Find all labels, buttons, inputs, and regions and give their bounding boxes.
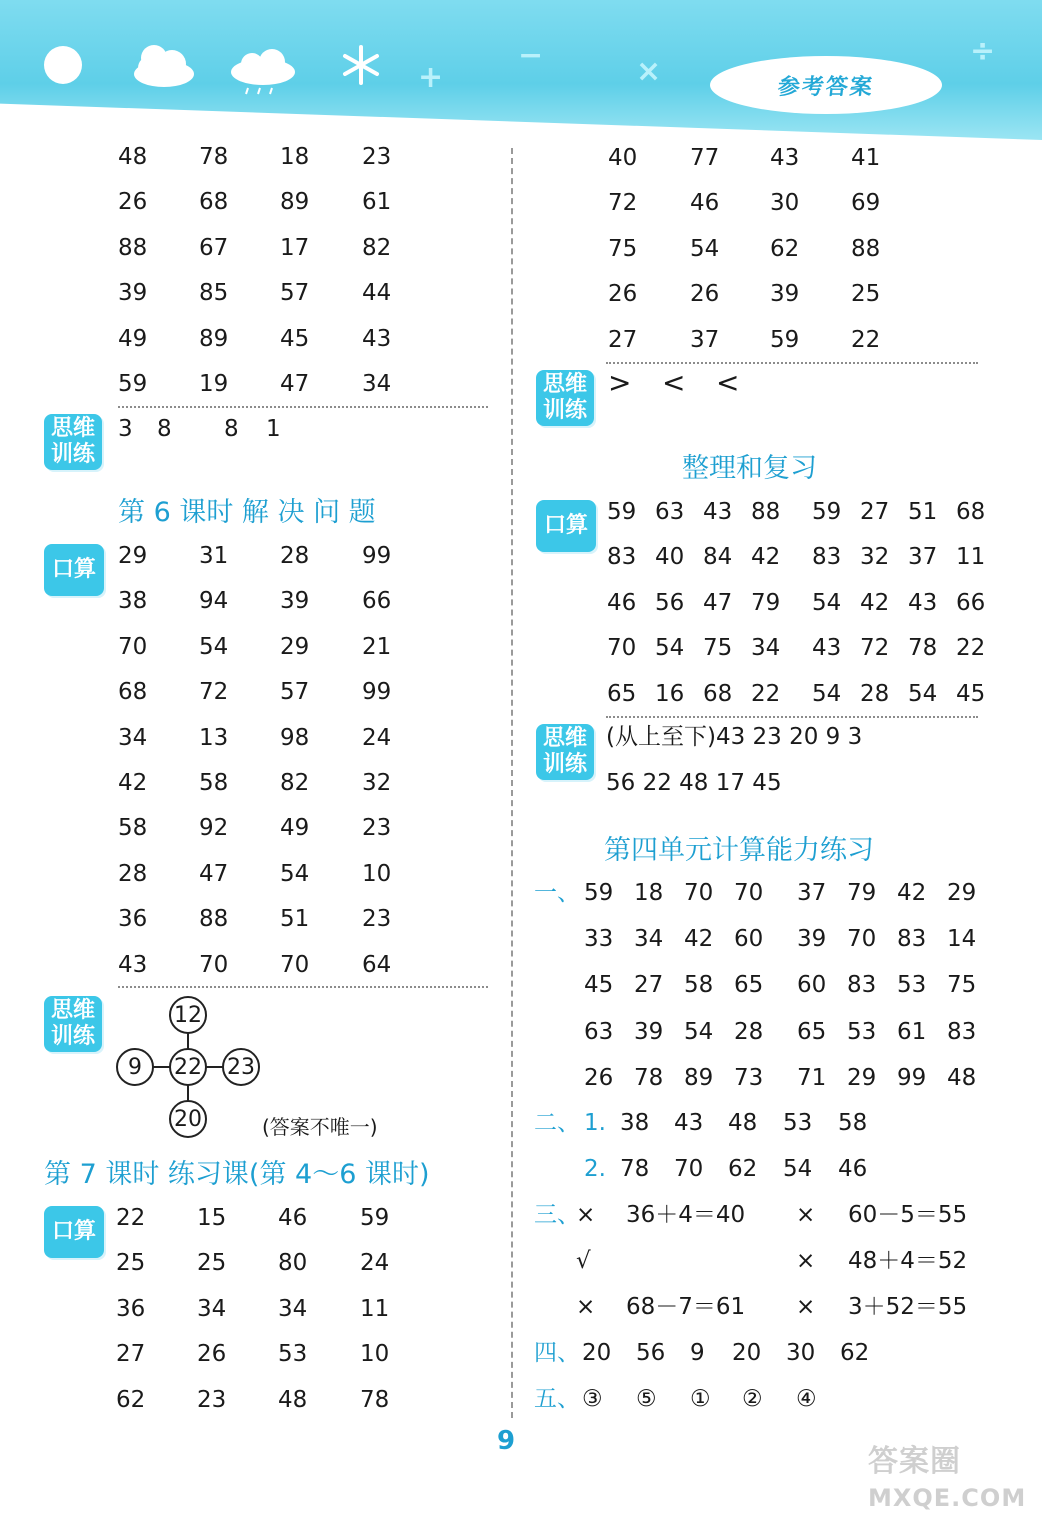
answer-value: × bbox=[796, 1248, 816, 1274]
answer-value: 78 bbox=[908, 635, 938, 662]
answer-value: 53 bbox=[897, 972, 927, 999]
right-block1-row bbox=[0, 234, 1000, 264]
thinking-training-tag: 思维 训练 bbox=[44, 996, 102, 1052]
answer-value: √ bbox=[576, 1248, 591, 1274]
diagram-right-circle: 23 bbox=[222, 1048, 260, 1086]
answer-value: 45 bbox=[584, 972, 614, 999]
part1-row bbox=[0, 878, 1000, 908]
answer-value: 60 bbox=[797, 972, 827, 999]
part-1-label: 一、 bbox=[534, 880, 580, 906]
answer-value: 59 bbox=[812, 499, 842, 525]
answer-value: 60－5＝55 bbox=[848, 1202, 968, 1228]
answer-value: 18 bbox=[280, 144, 310, 170]
part-2-item-2-number: 2. bbox=[584, 1156, 606, 1182]
lesson-6-title: 第 6 课时 解 决 问 题 bbox=[118, 497, 376, 528]
part-5-row: ③ ⑤ ① ② ④ bbox=[582, 1386, 817, 1412]
answer-value: 48＋4＝52 bbox=[848, 1248, 968, 1274]
answer-value: 59 bbox=[607, 499, 637, 525]
answer-value: 68－7＝61 bbox=[626, 1294, 746, 1320]
sun-icon bbox=[44, 46, 82, 84]
part-2-item-1-row: 38 43 48 53 58 bbox=[620, 1110, 868, 1136]
answer-value: 48 bbox=[278, 1386, 308, 1413]
answer-value: 42 bbox=[118, 770, 148, 796]
answer-value: 36＋4＝40 bbox=[626, 1202, 746, 1228]
answer-value: 54 bbox=[199, 633, 229, 660]
times-symbol: × bbox=[636, 54, 662, 89]
lesson-7-title: 第 7 课时 练习课(第 4～6 课时) bbox=[44, 1159, 430, 1190]
answer-value: 49 bbox=[118, 325, 148, 352]
answer-value: 61 bbox=[897, 1018, 927, 1045]
answer-value: 31 bbox=[199, 543, 229, 569]
answer-value: 39 bbox=[280, 588, 310, 615]
answer-value: 37 bbox=[690, 326, 720, 353]
answer-value: 43 bbox=[118, 951, 148, 978]
answer-value: 21 bbox=[362, 633, 392, 660]
answer-value: 46 bbox=[690, 190, 720, 217]
part1-row bbox=[0, 924, 1000, 954]
answer-value: 89 bbox=[684, 1064, 714, 1091]
thinking-training-tag: 思维 训练 bbox=[536, 724, 594, 780]
answer-value: 64 bbox=[362, 951, 392, 978]
answer-value: 57 bbox=[280, 679, 310, 706]
answer-value: 23 bbox=[362, 144, 392, 170]
answer-value: 25 bbox=[197, 1250, 227, 1277]
answer-value: 43 bbox=[362, 325, 392, 352]
answer-value: 25 bbox=[851, 281, 881, 308]
answer-value: 37 bbox=[797, 880, 827, 906]
answer-value: 83 bbox=[947, 1018, 977, 1045]
review-row bbox=[0, 542, 1000, 572]
review-row bbox=[0, 497, 1000, 527]
answer-value: 99 bbox=[897, 1064, 927, 1091]
answer-value: 43 bbox=[703, 499, 733, 525]
answer-value: 27 bbox=[116, 1341, 146, 1368]
answer-value: 85 bbox=[199, 280, 229, 307]
answer-value: 88 bbox=[751, 499, 781, 525]
answer-value: 48 bbox=[118, 144, 148, 170]
part-5-label: 五、 bbox=[534, 1386, 580, 1412]
answer-value: 65 bbox=[734, 972, 764, 999]
part1-row bbox=[0, 970, 1000, 1000]
right-block1-row bbox=[0, 143, 1000, 173]
answer-value: 32 bbox=[860, 544, 890, 571]
answer-value: 14 bbox=[947, 926, 977, 953]
diagram-center-circle: 22 bbox=[169, 1048, 207, 1086]
answer-value: 78 bbox=[360, 1386, 390, 1413]
answer-value: 59 bbox=[770, 326, 800, 353]
answer-value: 54 bbox=[690, 235, 720, 262]
answer-value: 28 bbox=[734, 1018, 764, 1045]
answer-value: 16 bbox=[655, 680, 685, 707]
unit-4-title: 第四单元计算能力练习 bbox=[604, 835, 874, 866]
answer-value: 60 bbox=[734, 926, 764, 953]
answer-value: 70 bbox=[847, 926, 877, 953]
answer-value: 68 bbox=[956, 499, 986, 525]
answer-value: 46 bbox=[278, 1205, 308, 1231]
part1-row bbox=[0, 1017, 1000, 1047]
answer-value: 65 bbox=[797, 1018, 827, 1045]
dotted-separator bbox=[606, 362, 978, 364]
part3-row bbox=[0, 1200, 1000, 1230]
answer-value: 10 bbox=[362, 860, 392, 887]
answer-value: 22 bbox=[116, 1205, 146, 1231]
answer-value: 34 bbox=[118, 724, 148, 751]
thinking-answer-row: 3 8 8 1 bbox=[118, 416, 281, 442]
answer-value: 98 bbox=[280, 724, 310, 751]
answer-value: 88 bbox=[851, 235, 881, 262]
answer-value: 54 bbox=[812, 589, 842, 616]
mental-math-tag: 口算 bbox=[44, 544, 104, 596]
answer-value: 49 bbox=[280, 815, 310, 842]
review-row bbox=[0, 679, 1000, 709]
answer-value: 54 bbox=[655, 635, 685, 662]
part-4-row: 20 56 9 20 30 62 bbox=[582, 1340, 870, 1366]
answer-value: 23 bbox=[362, 906, 392, 933]
answer-value: 53 bbox=[278, 1341, 308, 1368]
answer-value: 27 bbox=[860, 499, 890, 525]
answer-value: 70 bbox=[280, 951, 310, 978]
answer-value: 24 bbox=[360, 1250, 390, 1277]
answer-value: 3＋52＝55 bbox=[848, 1294, 968, 1320]
answer-value: 30 bbox=[770, 190, 800, 217]
part-2-label: 二、 bbox=[534, 1110, 580, 1136]
answer-value: 68 bbox=[199, 189, 229, 216]
part-2-item-1-number: 1. bbox=[584, 1110, 606, 1136]
answer-value: 58 bbox=[118, 815, 148, 842]
answer-value: × bbox=[576, 1202, 596, 1228]
answer-value: 70 bbox=[734, 880, 764, 906]
diagram-bottom-circle: 20 bbox=[169, 1100, 207, 1138]
answer-value: 26 bbox=[584, 1064, 614, 1091]
answer-value: 42 bbox=[751, 544, 781, 571]
answer-value: 75 bbox=[608, 235, 638, 262]
answer-value: 94 bbox=[199, 588, 229, 615]
review-row bbox=[0, 588, 1000, 618]
answer-value: 83 bbox=[847, 972, 877, 999]
answer-value: 62 bbox=[770, 235, 800, 262]
answer-value: 11 bbox=[956, 544, 986, 571]
answer-value: 57 bbox=[280, 280, 310, 307]
answer-value: 66 bbox=[956, 589, 986, 616]
answer-value: × bbox=[796, 1294, 816, 1320]
plus-symbol: + bbox=[418, 60, 444, 95]
answer-value: × bbox=[796, 1202, 816, 1228]
answer-value: 39 bbox=[118, 280, 148, 307]
answer-value: 78 bbox=[634, 1064, 664, 1091]
answer-value: 61 bbox=[362, 189, 392, 216]
thinking-training-tag: 思维 训练 bbox=[44, 414, 102, 470]
answer-value: 75 bbox=[947, 972, 977, 999]
answer-value: 88 bbox=[118, 234, 148, 261]
answer-value: 72 bbox=[199, 679, 229, 706]
answer-value: 78 bbox=[199, 144, 229, 170]
answer-value: 26 bbox=[608, 281, 638, 308]
answer-value: 34 bbox=[278, 1295, 308, 1322]
diagram-note: (答案不唯一) bbox=[262, 1115, 378, 1139]
answer-value: 43 bbox=[770, 145, 800, 171]
answer-value: 13 bbox=[199, 724, 229, 751]
part1-row bbox=[0, 1063, 1000, 1093]
answer-key-badge: 参考答案 bbox=[710, 56, 942, 114]
answer-value: 37 bbox=[908, 544, 938, 571]
answer-value: 82 bbox=[280, 770, 310, 796]
rain-cloud-icon bbox=[228, 48, 298, 96]
answer-value: 99 bbox=[362, 543, 392, 569]
answer-value: 70 bbox=[199, 951, 229, 978]
answer-value: 23 bbox=[362, 815, 392, 842]
answer-value: 22 bbox=[956, 635, 986, 662]
answer-value: 46 bbox=[607, 589, 637, 616]
answer-value: 33 bbox=[584, 926, 614, 953]
part3-row bbox=[0, 1292, 1000, 1322]
answer-value: 89 bbox=[280, 189, 310, 216]
answer-value: 68 bbox=[703, 680, 733, 707]
answer-value: 25 bbox=[116, 1250, 146, 1277]
answer-value: 28 bbox=[118, 860, 148, 887]
diagram-top-circle: 12 bbox=[169, 996, 207, 1034]
answer-value: 29 bbox=[847, 1064, 877, 1091]
snowflake-icon bbox=[340, 44, 382, 86]
answer-value: 58 bbox=[684, 972, 714, 999]
review-row bbox=[0, 633, 1000, 663]
answer-value: 68 bbox=[118, 679, 148, 706]
answer-value: 63 bbox=[655, 499, 685, 525]
answer-value: 99 bbox=[362, 679, 392, 706]
part3-row bbox=[0, 1246, 1000, 1276]
answer-value: 42 bbox=[897, 880, 927, 906]
answer-value: 39 bbox=[634, 1018, 664, 1045]
answer-value: 29 bbox=[947, 880, 977, 906]
answer-value: × bbox=[576, 1294, 596, 1320]
answer-value: 26 bbox=[197, 1341, 227, 1368]
page-number: 9 bbox=[497, 1426, 516, 1456]
answer-value: 11 bbox=[360, 1295, 390, 1322]
partly-cloudy-icon bbox=[128, 42, 196, 90]
answer-value: 51 bbox=[280, 906, 310, 933]
answer-value: 54 bbox=[684, 1018, 714, 1045]
answer-value: 27 bbox=[608, 326, 638, 353]
answer-value: 43 bbox=[908, 589, 938, 616]
answer-value: 54 bbox=[908, 680, 938, 707]
answer-value: 83 bbox=[812, 544, 842, 571]
thinking-training-tag: 思维 训练 bbox=[536, 370, 594, 426]
answer-value: 70 bbox=[607, 635, 637, 662]
answer-value: 36 bbox=[116, 1295, 146, 1322]
answer-value: 47 bbox=[703, 589, 733, 616]
answer-value: 15 bbox=[197, 1205, 227, 1231]
answer-value: 73 bbox=[734, 1064, 764, 1091]
answer-value: 79 bbox=[751, 589, 781, 616]
answer-value: 29 bbox=[280, 633, 310, 660]
answer-value: 26 bbox=[690, 281, 720, 308]
answer-value: 51 bbox=[908, 499, 938, 525]
answer-value: 72 bbox=[608, 190, 638, 217]
answer-value: 38 bbox=[118, 588, 148, 615]
answer-value: 63 bbox=[584, 1018, 614, 1045]
answer-value: 70 bbox=[684, 880, 714, 906]
part-3-label: 三、 bbox=[534, 1202, 580, 1228]
left-block2-row bbox=[0, 768, 1000, 798]
answer-value: 82 bbox=[362, 234, 392, 261]
answer-value: 56 bbox=[655, 589, 685, 616]
answer-value: 62 bbox=[116, 1386, 146, 1413]
answer-value: 80 bbox=[278, 1250, 308, 1277]
answer-value: 29 bbox=[118, 543, 148, 569]
part-2-item-2-row: 78 70 62 54 46 bbox=[620, 1156, 868, 1182]
right-block1-row bbox=[0, 325, 1000, 355]
answer-value: 84 bbox=[703, 544, 733, 571]
answer-value: 18 bbox=[634, 880, 664, 906]
answer-value: 24 bbox=[362, 724, 392, 751]
answer-value: 36 bbox=[118, 906, 148, 933]
answer-value: 44 bbox=[362, 280, 392, 307]
answer-value: 39 bbox=[797, 926, 827, 953]
answer-value: 59 bbox=[584, 880, 614, 906]
answer-value: 54 bbox=[280, 860, 310, 887]
answer-value: 26 bbox=[118, 189, 148, 216]
answer-value: 47 bbox=[199, 860, 229, 887]
comparison-answer-row: > < < bbox=[608, 366, 740, 399]
answer-value: 28 bbox=[860, 680, 890, 707]
answer-value: 92 bbox=[199, 815, 229, 842]
answer-value: 34 bbox=[197, 1295, 227, 1322]
answer-value: 53 bbox=[847, 1018, 877, 1045]
answer-value: 59 bbox=[118, 371, 148, 397]
answer-value: 27 bbox=[634, 972, 664, 999]
answer-value: 42 bbox=[860, 589, 890, 616]
answer-value: 72 bbox=[860, 635, 890, 662]
answer-value: 45 bbox=[956, 680, 986, 707]
answer-value: 89 bbox=[199, 325, 229, 352]
answer-value: 34 bbox=[751, 635, 781, 662]
answer-value: 39 bbox=[770, 281, 800, 308]
part-4-label: 四、 bbox=[534, 1340, 580, 1366]
mental-math-tag: 口算 bbox=[536, 500, 596, 552]
answer-value: 83 bbox=[897, 926, 927, 953]
dotted-separator bbox=[606, 716, 978, 718]
answer-value: 32 bbox=[362, 770, 392, 796]
answer-value: 41 bbox=[851, 145, 881, 171]
answer-value: 88 bbox=[199, 906, 229, 933]
answer-value: 77 bbox=[690, 145, 720, 171]
answer-value: 43 bbox=[812, 635, 842, 662]
answer-value: 40 bbox=[655, 544, 685, 571]
answer-value: 79 bbox=[847, 880, 877, 906]
mental-math-tag: 口算 bbox=[44, 1206, 104, 1258]
right-block1-row bbox=[0, 279, 1000, 309]
answer-value: 59 bbox=[360, 1205, 390, 1231]
answer-value: 54 bbox=[812, 680, 842, 707]
answer-value: 42 bbox=[684, 926, 714, 953]
answer-value: 48 bbox=[947, 1064, 977, 1091]
answer-value: 65 bbox=[607, 680, 637, 707]
divide-symbol: ÷ bbox=[970, 34, 996, 69]
right-block1-row bbox=[0, 188, 1000, 218]
answer-value: 71 bbox=[797, 1064, 827, 1091]
review-title: 整理和复习 bbox=[682, 453, 817, 484]
answer-value: 69 bbox=[851, 190, 881, 217]
answer-value: 22 bbox=[851, 326, 881, 353]
answer-value: 19 bbox=[199, 371, 229, 397]
answer-value: 22 bbox=[751, 680, 781, 707]
answer-value: 70 bbox=[118, 633, 148, 660]
answer-value: 17 bbox=[280, 234, 310, 261]
dotted-separator bbox=[118, 406, 488, 408]
answer-value: 47 bbox=[280, 371, 310, 397]
thinking-answer-line-2: 56 22 48 17 45 bbox=[606, 770, 782, 796]
answer-value: 10 bbox=[360, 1341, 390, 1368]
watermark: 答案圈 MXQE.COM bbox=[868, 1444, 1027, 1512]
answer-value: 67 bbox=[199, 234, 229, 261]
answer-value: 28 bbox=[280, 543, 310, 569]
answer-value: 34 bbox=[634, 926, 664, 953]
answer-value: 45 bbox=[280, 325, 310, 352]
answer-value: 58 bbox=[199, 770, 229, 796]
answer-value: 83 bbox=[607, 544, 637, 571]
answer-value: 34 bbox=[362, 371, 392, 397]
answer-value: 40 bbox=[608, 145, 638, 171]
thinking-answer-line-1: (从上至下)43 23 20 9 3 bbox=[606, 724, 863, 750]
answer-value: 23 bbox=[197, 1386, 227, 1413]
diagram-left-circle: 9 bbox=[116, 1048, 154, 1086]
answer-value: 66 bbox=[362, 588, 392, 615]
minus-symbol: − bbox=[518, 38, 544, 73]
answer-value: 75 bbox=[703, 635, 733, 662]
